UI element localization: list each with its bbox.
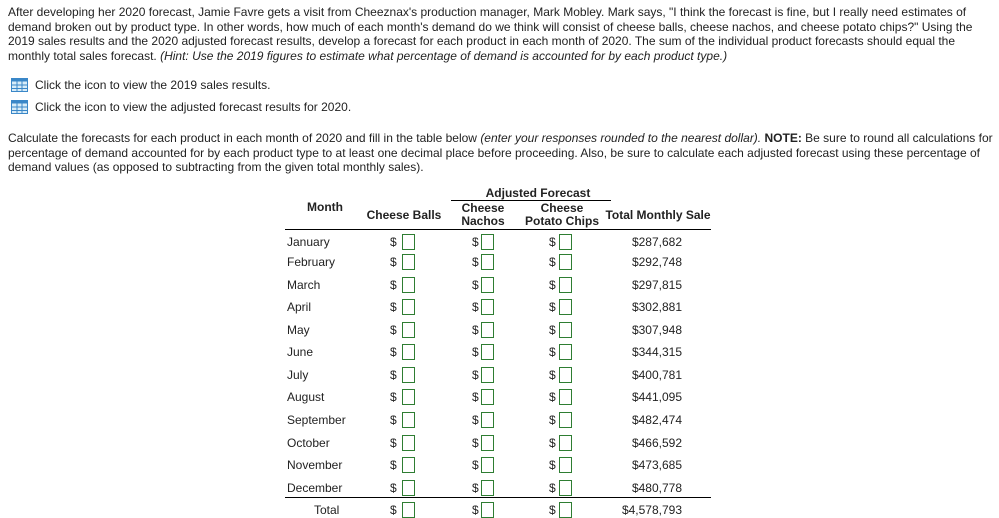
header-bottom-rule: [285, 229, 711, 230]
currency-symbol: $: [472, 390, 479, 404]
monthly-total-value: $287,682: [631, 235, 682, 249]
cheese-balls-input[interactable]: [402, 435, 415, 451]
currency-symbol: $: [549, 413, 556, 427]
month-label: March: [287, 278, 321, 292]
monthly-total-value: $441,095: [631, 390, 682, 404]
currency-symbol: $: [390, 278, 397, 292]
currency-symbol: $: [390, 390, 397, 404]
cheese-nachos-input[interactable]: [481, 299, 494, 315]
cheese-potato-chips-input[interactable]: [559, 389, 572, 405]
currency-symbol: $: [472, 458, 479, 472]
col-header-month: Month: [307, 200, 343, 214]
currency-symbol: $: [472, 481, 479, 495]
col-header-cheese-potato-chips: [522, 202, 602, 228]
instructions-part1: Calculate the forecasts for each product in each month of 2020 and fill in the table below: [8, 131, 477, 145]
month-label: August: [287, 390, 325, 404]
monthly-total-value: $473,685: [631, 458, 682, 472]
group-header-adjusted-forecast: Adjusted Forecast: [485, 186, 591, 200]
col-header-chips-line2: Potato Chips: [525, 214, 599, 228]
currency-symbol: $: [472, 436, 479, 450]
link-2020-adjusted[interactable]: [11, 99, 351, 115]
currency-symbol: $: [472, 345, 479, 359]
cheese-potato-chips-input[interactable]: [559, 435, 572, 451]
table-icon[interactable]: [11, 78, 28, 92]
cheese-balls-input[interactable]: [402, 389, 415, 405]
cheese-potato-chips-input[interactable]: [559, 344, 572, 360]
currency-symbol: $: [549, 255, 556, 269]
currency-symbol: $: [390, 235, 397, 249]
problem-intro: [8, 5, 993, 63]
currency-symbol: $: [549, 481, 556, 495]
cheese-potato-chips-input[interactable]: [559, 412, 572, 428]
currency-symbol: $: [390, 345, 397, 359]
grand-total-value: $4,578,793: [621, 503, 682, 517]
cheese-potato-chips-input[interactable]: [559, 322, 572, 338]
cheese-potato-chips-input[interactable]: [559, 277, 572, 293]
currency-symbol: $: [472, 235, 479, 249]
monthly-total-value: $302,881: [631, 300, 682, 314]
cheese-balls-input[interactable]: [402, 299, 415, 315]
currency-symbol: $: [390, 481, 397, 495]
cheese-balls-input[interactable]: [402, 322, 415, 338]
cheese-potato-chips-input[interactable]: [559, 299, 572, 315]
instructions-part2: Be sure to round all calculations for percentage of demand accounted for by each product type to at least one decimal place before proceeding. Also, be sure to calculate each adjusted forecast using these percentage of demand values (as opposed to subtracting from the given total monthly sales).: [8, 131, 993, 174]
total-label: Total: [314, 503, 340, 517]
intro-text: After developing her 2020 forecast, Jamie Favre gets a visit from Cheeznax's production manager, Mark Mobley. Mark says, "I think the forecast is fine, but I really need estimates of demand broken out by product type. In other words, how much of each month's demand do we think will consist of cheese balls, cheese nachos, and cheese potato chips?" Using the 2019 sales results and the 2020 adjusted forecast results, develop a forecast for each product in each month of 2020. The sum of the individual product forecasts should equal the monthly total sales forecast.: [8, 5, 973, 63]
cheese-nachos-input[interactable]: [481, 322, 494, 338]
currency-symbol: $: [472, 503, 479, 517]
month-label: October: [287, 436, 330, 450]
cheese-balls-input[interactable]: [402, 367, 415, 383]
currency-symbol: $: [549, 345, 556, 359]
currency-symbol: $: [390, 300, 397, 314]
cheese-nachos-input[interactable]: [481, 389, 494, 405]
col-header-cheese-nachos: [450, 202, 516, 228]
cheese-balls-input[interactable]: [402, 412, 415, 428]
currency-symbol: $: [390, 503, 397, 517]
col-header-cheese-balls: Cheese Balls: [366, 208, 442, 222]
cheese-balls-input[interactable]: [402, 254, 415, 270]
month-label: January: [287, 235, 330, 249]
cheese-nachos-input[interactable]: [481, 234, 494, 250]
currency-symbol: $: [472, 278, 479, 292]
cheese-nachos-input[interactable]: [481, 254, 494, 270]
currency-symbol: $: [549, 300, 556, 314]
col-header-total-monthly-sale: Total Monthly Sale: [605, 208, 711, 222]
monthly-total-value: $482,474: [631, 413, 682, 427]
monthly-total-value: $307,948: [631, 323, 682, 337]
currency-symbol: $: [549, 436, 556, 450]
month-label: July: [287, 368, 309, 382]
link-2020-adjusted-label: Click the icon to view the adjusted forecast results for 2020.: [35, 100, 352, 114]
currency-symbol: $: [549, 235, 556, 249]
monthly-total-value: $480,778: [631, 481, 682, 495]
table-icon[interactable]: [11, 100, 28, 114]
cheese-nachos-input[interactable]: [481, 480, 494, 496]
currency-symbol: $: [549, 323, 556, 337]
currency-symbol: $: [472, 255, 479, 269]
month-label: April: [287, 300, 312, 314]
cheese-nachos-total-input[interactable]: [481, 502, 494, 518]
monthly-total-value: $297,815: [631, 278, 682, 292]
monthly-total-value: $292,748: [631, 255, 682, 269]
currency-symbol: $: [549, 458, 556, 472]
currency-symbol: $: [390, 368, 397, 382]
instructions-italic: (enter your responses rounded to the nearest dollar).: [480, 131, 762, 145]
currency-symbol: $: [472, 368, 479, 382]
note-label: NOTE:: [764, 131, 802, 145]
link-2019-sales[interactable]: [11, 77, 270, 93]
cheese-potato-chips-input[interactable]: [559, 367, 572, 383]
cheese-balls-input[interactable]: [402, 344, 415, 360]
month-label: December: [287, 481, 343, 495]
total-top-rule: [285, 497, 711, 498]
currency-symbol: $: [390, 458, 397, 472]
monthly-total-value: $344,315: [631, 345, 682, 359]
currency-symbol: $: [472, 413, 479, 427]
link-2019-sales-label: Click the icon to view the 2019 sales results.: [35, 78, 271, 92]
month-label: February: [287, 255, 336, 269]
cheese-balls-input[interactable]: [402, 457, 415, 473]
cheese-balls-input[interactable]: [402, 480, 415, 496]
currency-symbol: $: [390, 436, 397, 450]
col-header-nachos-line2: Nachos: [461, 214, 505, 228]
cheese-nachos-input[interactable]: [481, 277, 494, 293]
col-header-nachos-line1: Cheese: [461, 201, 505, 215]
cheese-nachos-input[interactable]: [481, 367, 494, 383]
currency-symbol: $: [472, 300, 479, 314]
monthly-total-value: $400,781: [631, 368, 682, 382]
currency-symbol: $: [549, 368, 556, 382]
cheese-potato-chips-input[interactable]: [559, 234, 572, 250]
col-header-chips-line1: Cheese: [540, 201, 584, 215]
cheese-potato-chips-input[interactable]: [559, 480, 572, 496]
cheese-nachos-input[interactable]: [481, 457, 494, 473]
hint-text: (Hint: Use the 2019 figures to estimate what percentage of demand is accounted for by each product type.): [160, 48, 728, 63]
cheese-potato-chips-input[interactable]: [559, 457, 572, 473]
month-label: June: [287, 345, 314, 359]
instructions: [8, 131, 993, 175]
cheese-nachos-input[interactable]: [481, 412, 494, 428]
month-label: November: [287, 458, 343, 472]
cheese-nachos-input[interactable]: [481, 435, 494, 451]
cheese-balls-input[interactable]: [402, 234, 415, 250]
cheese-balls-total-input[interactable]: [402, 502, 415, 518]
monthly-total-value: $466,592: [631, 436, 682, 450]
currency-symbol: $: [390, 255, 397, 269]
currency-symbol: $: [549, 278, 556, 292]
currency-symbol: $: [549, 390, 556, 404]
cheese-balls-input[interactable]: [402, 277, 415, 293]
cheese-potato-chips-total-input[interactable]: [559, 502, 572, 518]
currency-symbol: $: [549, 503, 556, 517]
month-label: September: [287, 413, 346, 427]
cheese-nachos-input[interactable]: [481, 344, 494, 360]
cheese-potato-chips-input[interactable]: [559, 254, 572, 270]
currency-symbol: $: [390, 413, 397, 427]
month-label: May: [287, 323, 310, 337]
currency-symbol: $: [472, 323, 479, 337]
currency-symbol: $: [390, 323, 397, 337]
